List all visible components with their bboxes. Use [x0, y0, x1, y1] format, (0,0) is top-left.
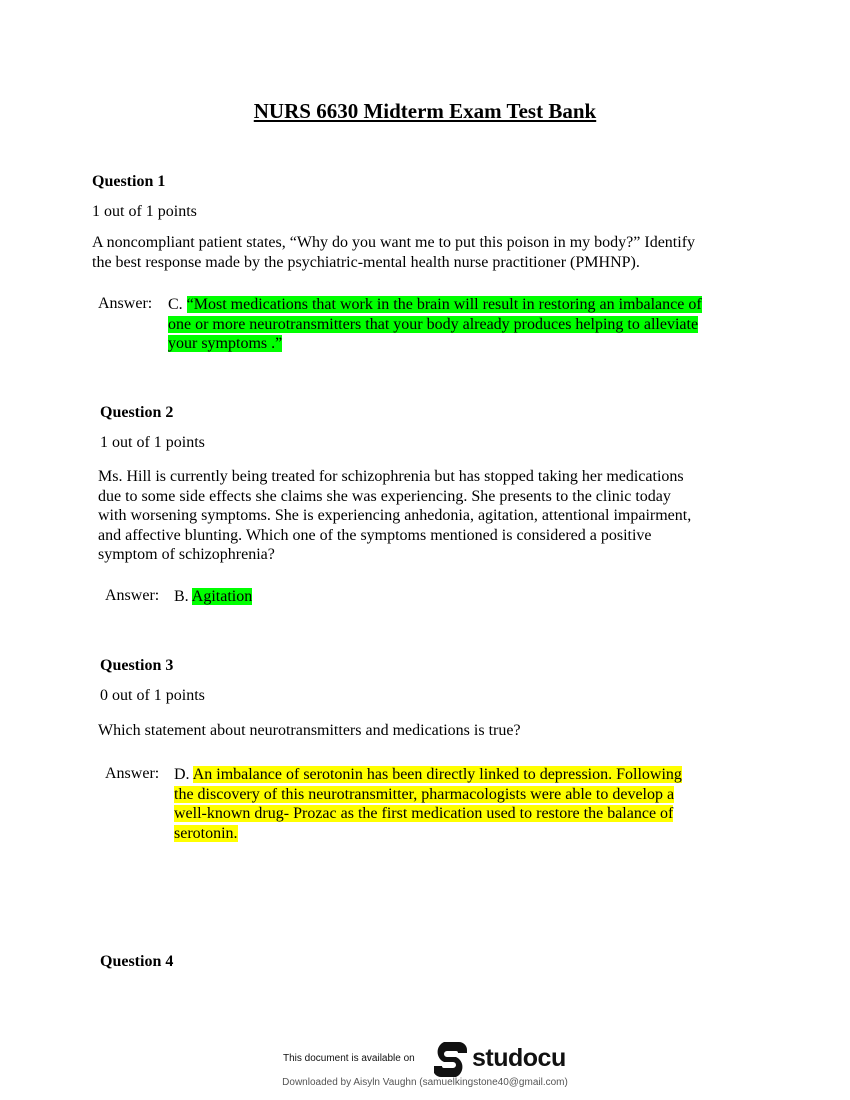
- question-2-line-1: Ms. Hill is currently being treated for schizophrenia but has stopped taking her medications: [98, 468, 684, 485]
- question-1-answer-line-3: your symptoms .”: [168, 335, 283, 352]
- question-2-answer-label: Answer:: [105, 587, 160, 604]
- question-1-answer: [168, 295, 768, 354]
- question-3-answer-letter: D.: [174, 766, 190, 783]
- question-1-heading: Question 1: [92, 173, 166, 190]
- question-3-answer: [174, 765, 734, 843]
- availability-notice: This document is available on: [283, 1053, 415, 1064]
- question-3-answer-line-4: serotonin.: [174, 824, 238, 842]
- question-3-text: [98, 721, 798, 741]
- question-1-line-2: the best response made by the psychiatric-mental health nurse practitioner (PMHNP).: [92, 253, 640, 271]
- question-2-answer: [174, 587, 734, 607]
- question-1-answer-letter: C.: [168, 296, 183, 313]
- question-3-heading: Question 3: [100, 657, 174, 674]
- question-3-answer-line-3: well-known drug- Prozac as the first medication used to restore the balance of: [174, 805, 674, 822]
- document-title: NURS 6630 Midterm Exam Test Bank: [253, 99, 597, 123]
- question-2-answer-letter: B.: [174, 588, 189, 605]
- question-3-answer-label: Answer:: [105, 765, 160, 782]
- question-2-line-4: and affective blunting. Which one of the symptoms mentioned is considered a positive: [98, 526, 652, 544]
- question-1-answer-line-1: “Most medications that work in the brain will result in restoring an imbalance of: [186, 296, 702, 313]
- question-2-line-5: symptom of schizophrenia?: [98, 546, 275, 563]
- question-2-text: [98, 467, 798, 565]
- download-notice: Downloaded by Aisyln Vaughn (samuelkingstone40@gmail.com): [282, 1077, 568, 1088]
- question-3-answer-line-1: An imbalance of serotonin has been directly linked to depression. Following: [192, 766, 682, 783]
- question-2-line-3: with worsening symptoms. She is experiencing anhedonia, agitation, attentional impairment,: [98, 507, 692, 524]
- studocu-wordmark: studocu: [472, 1044, 566, 1072]
- question-3-answer-line-2: the discovery of this neurotransmitter, pharmacologists were able to develop a: [174, 785, 675, 803]
- question-4-heading: Question 4: [100, 953, 174, 970]
- question-3-points: 0 out of 1 points: [100, 687, 205, 704]
- question-1-text: [92, 233, 792, 272]
- question-2-points: 1 out of 1 points: [100, 434, 205, 451]
- question-1-answer-label: Answer:: [98, 295, 153, 312]
- question-2-answer-line-1: Agitation: [191, 588, 253, 605]
- question-3-line-1: Which statement about neurotransmitters and medications is true?: [98, 722, 521, 739]
- question-1-points: 1 out of 1 points: [92, 203, 197, 220]
- question-1-line-1: A noncompliant patient states, “Why do you want me to put this poison in my body?” Identify: [92, 234, 696, 251]
- question-1-answer-line-2: one or more neurotransmitters that your body already produces helping to alleviate: [168, 315, 699, 333]
- studocu-logo-icon: [434, 1041, 468, 1077]
- question-2-heading: Question 2: [100, 404, 174, 421]
- question-2-line-2: due to some side effects she claims she was experiencing. She presents to the clinic today: [98, 487, 671, 505]
